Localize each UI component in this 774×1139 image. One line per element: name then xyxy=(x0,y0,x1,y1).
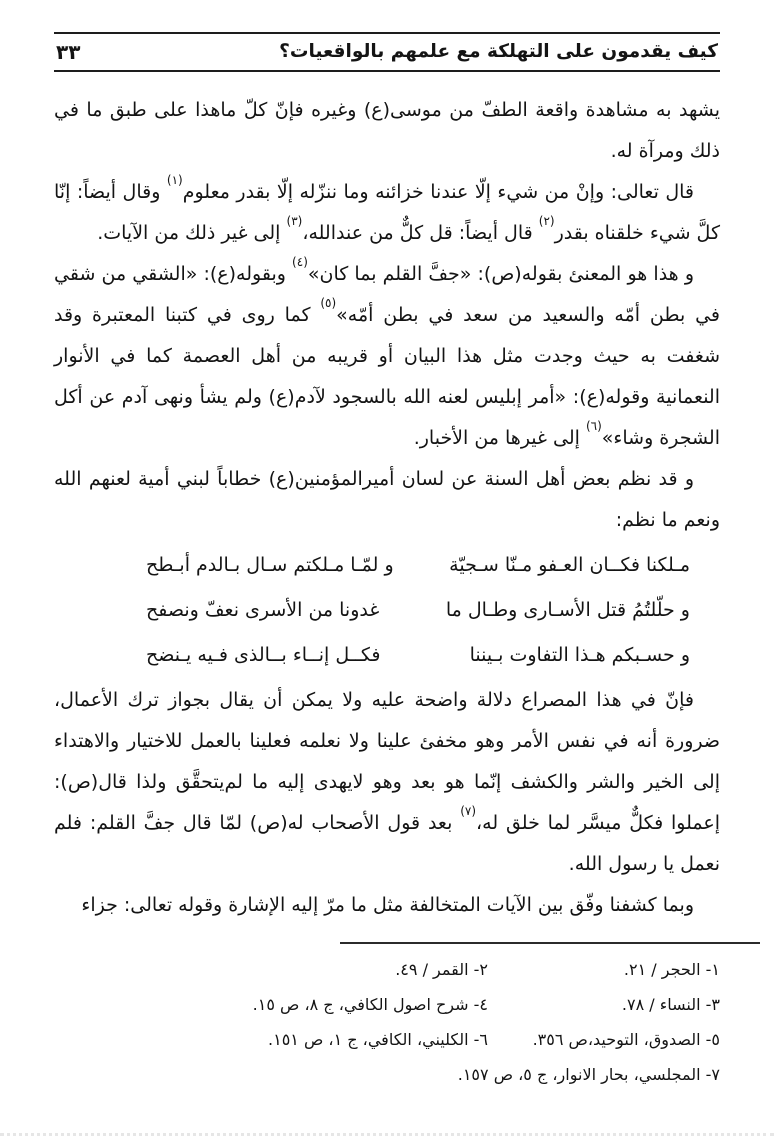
scan-artifact-bottom-edge xyxy=(0,1133,774,1136)
paragraph xyxy=(54,885,720,926)
poem-verse xyxy=(146,588,690,633)
paragraph xyxy=(54,172,720,254)
page-header xyxy=(54,32,720,72)
footnote-empty xyxy=(54,1057,488,1092)
paragraph-text: يشهد به مشاهدة واقعة الطفّ من موسى(ع) وغيره فإنّ كلّ ماهذا على طبق ما في ذلك ومرآة له. xyxy=(54,99,720,162)
footnote: ٤- شرح اصول الكافي، ج ٨، ص ١٥. xyxy=(252,995,488,1014)
footnote-marker: (٢) xyxy=(538,213,555,228)
footnote: ٥- الصدوق، التوحيد،ص ٣٥٦. xyxy=(532,1030,720,1049)
paragraph-text: قال تعالى: وإنْ من شيء إلّا عندنا خزائنه وما ننزّله إلّا بقدر معلوم xyxy=(182,181,695,203)
paragraph-text: فإنّ في هذا المصراع دلالة واضحة عليه ولا يمكن أن يقال بجواز ترك الأعمال، ضرورة أنه في نفس الأمر وهو مخفئ علينا ولا نعلمه فعلينا بالعمل للاختيار والاهتداء إلى الخير والشر والكشف إنّما هو بعد وهو لايهدى إليه ما لم‌يتحقَّق ولذا قال(ص): إعملوا فكلٌّ ميسَّر لما خلق له، xyxy=(54,689,720,834)
paragraph-text: و قد نظم بعض أهل السنة عن لسان أميرالمؤمنين(ع) خطاباً لبني أمية لعنهم الله ونعم ما نظم: xyxy=(54,468,720,531)
paragraph xyxy=(54,459,720,541)
paragraph-text: و هذا هو المعنئ بقوله(ص): «جفَّ القلم بما كان» xyxy=(307,263,694,285)
footnote: ١- الحجر / ٢١. xyxy=(623,960,720,979)
footnote-marker: (١) xyxy=(166,172,183,187)
hemistich-left: و لمّـا مـلكتم سـال بـالدم أبـطح xyxy=(146,554,394,576)
paragraph-text: وبما كشفنا وفّق بين الآيات المتخالفة مثل ما مرّ إليه الإشارة وقوله تعالى: جزاء xyxy=(81,894,694,916)
footnote: ٦- الكليني، الكافي، ج ١، ص ١٥١. xyxy=(268,1030,488,1049)
paragraph-text: إلى غير ذلك من الآيات. xyxy=(97,222,287,244)
footnote-marker: (٦) xyxy=(585,418,602,433)
hemistich-right: مـلكنا فكــان العـفو مـنّا سـجيّة xyxy=(449,554,690,576)
paragraph-text: كما روى في كتبنا المعتبرة وقد شغفت به حيث وجدت مثل هذا البيان أو قريبه من أهل العصمة كما في الأنوار النعمانية وقوله(ع): «أمر إبليس لعنه الله بالسجود لآدم(ع) ولم يشأ ونهى آدم عن أكل الشجرة وشاء» xyxy=(54,304,720,449)
footnote-marker: (٧) xyxy=(460,803,477,818)
paragraph-text: وقال أيضاً: إنّا كلَّ شيء خلقناه بقدر xyxy=(54,181,720,244)
footnote: ٧- المجلسي، بحار الانوار، ج ٥، ص ١٥٧. xyxy=(457,1065,720,1084)
poem xyxy=(146,543,690,678)
paragraph-text: قال أيضاً: قل كلٌّ من عندالله، xyxy=(302,222,539,244)
footnote-separator xyxy=(340,942,760,944)
paragraph-text: وبقوله(ع): «الشقي من شقي في بطن أمّه والسعيد من سعد في بطن أمّه» xyxy=(54,263,720,326)
footnote: ٣- النساء / ٧٨. xyxy=(621,995,720,1014)
paragraph-text: إلى غيرها من الأخبار. xyxy=(413,427,586,449)
footnote-marker: (٥) xyxy=(320,295,337,310)
footnote-marker: (٣) xyxy=(286,213,303,228)
poem-verse xyxy=(146,633,690,678)
footnote: ٢- القمر / ٤٩. xyxy=(395,960,488,979)
page-number: ٣٣ xyxy=(56,40,81,64)
hemistich-left: غدونا من الأسرى نعفّ ونصفح xyxy=(146,599,380,621)
paragraph xyxy=(54,90,720,172)
hemistich-left: فكــل إنــاء بــالذى فـيه يـنضح xyxy=(146,644,381,666)
chapter-title: كيف يقدمون على التهلكة مع علمهم بالواقعيات؟ xyxy=(279,41,718,62)
body-text xyxy=(54,90,720,926)
paragraph xyxy=(54,254,720,459)
footnote-marker: (٤) xyxy=(292,254,308,269)
poem-verse xyxy=(146,543,690,588)
paragraph xyxy=(54,680,720,885)
footnotes-grid xyxy=(54,952,720,1092)
hemistich-right: و حسـبكم هـذا التفاوت بـيننا xyxy=(469,644,690,666)
paragraph-text: بعد قول الأصحاب له(ص) لمّا قال جفَّ القلم: فلم نعمل يا رسول الله. xyxy=(54,812,720,875)
hemistich-right: و حلّلتُمُ قتل الأسـارى وطـال ما xyxy=(445,599,690,621)
footnotes-section xyxy=(0,942,774,1092)
